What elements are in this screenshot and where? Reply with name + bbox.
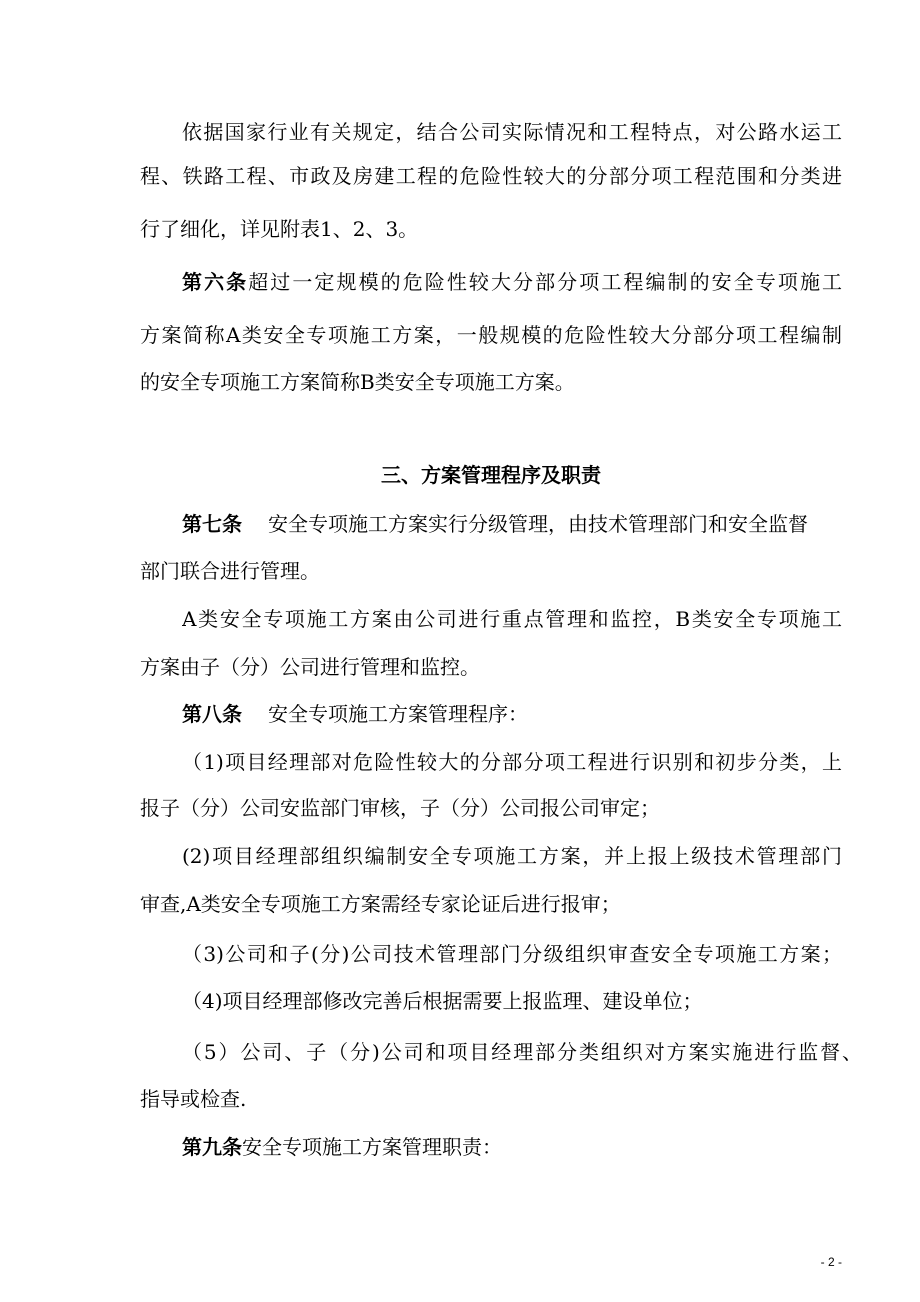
paragraph-line: 的安全专项施工方案简称B类安全专项施工方案。 — [140, 370, 575, 394]
article-7-label: 第七条 — [182, 512, 242, 536]
list-item: 审查,A类安全专项施工方案需经专家论证后进行报审； — [140, 892, 621, 916]
page-number: - 2 - — [820, 1255, 842, 1269]
list-item: （1)项目经理部对危险性较大的分部分项工程进行识别和初步分类，上 — [182, 750, 842, 774]
paragraph-line: 部门联合进行管理。 — [140, 559, 320, 583]
article-9-line — [182, 1134, 842, 1160]
article-8-text: 安全专项施工方案管理程序： — [268, 702, 528, 726]
paragraph-line: 方案由子（分）公司进行管理和监控。 — [140, 655, 480, 679]
article-9-text: 安全专项施工方案管理职责： — [242, 1135, 502, 1159]
list-item: （5）公司、子（分)公司和项目经理部分类组织对方案实施进行监督、 — [182, 1040, 862, 1064]
article-7-text: 安全专项施工方案实行分级管理，由技术管理部门和安全监督 — [268, 512, 808, 536]
article-6-line — [182, 269, 842, 295]
paragraph-line: 方案简称A类安全专项施工方案，一般规模的危险性较大分部分项工程编制 — [140, 323, 842, 347]
article-8-label: 第八条 — [182, 702, 242, 726]
article-9-label: 第九条 — [182, 1135, 242, 1159]
paragraph-line: 行了细化，详见附表1、2、3。 — [140, 217, 419, 241]
paragraph-line: 依据国家行业有关规定，结合公司实际情况和工程特点，对公路水运工 — [182, 120, 842, 144]
paragraph-line: A类安全专项施工方案由公司进行重点管理和监控，B类安全专项施工 — [182, 607, 842, 631]
article-7-line — [182, 511, 842, 537]
list-item: 指导或检查. — [140, 1087, 247, 1111]
list-item: （3)公司和子(分)公司技术管理部门分级组织审查安全专项施工方案； — [182, 942, 842, 966]
article-6-label: 第六条 — [182, 270, 249, 294]
article-8-line — [182, 701, 842, 727]
article-6-text: 超过一定规模的危险性较大分部分项工程编制的安全专项施工 — [248, 270, 842, 294]
list-item: (2)项目经理部组织编制安全专项施工方案，并上报上级技术管理部门 — [182, 844, 842, 868]
list-item: （4)项目经理部修改完善后根据需要上报监理、建设单位； — [182, 989, 703, 1013]
list-item: 报子（分）公司安监部门审核，子（分）公司报公司审定； — [140, 796, 660, 820]
paragraph-line: 程、铁路工程、市政及房建工程的危险性较大的分部分项工程范围和分类进 — [140, 164, 842, 188]
section-heading: 三、方案管理程序及职责 — [381, 463, 601, 487]
